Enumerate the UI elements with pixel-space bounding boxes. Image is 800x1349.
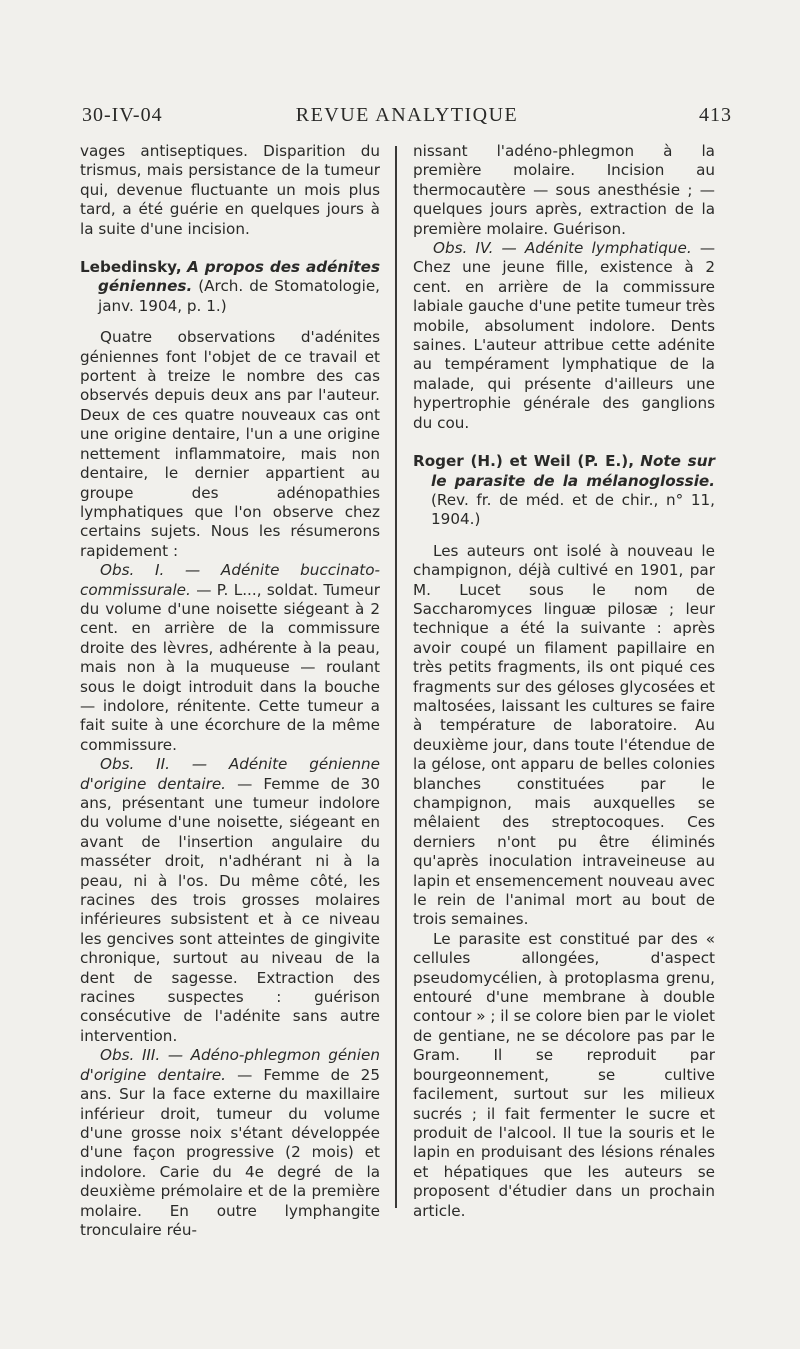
observation-2-text: — Femme de 30 ans, présentant une tumeur indolore du volume d'une noisette, siégeant en avant de l'insertion angulaire du masséter droit, n'adhérant ni à la peau, ni à l'os. Du même côté, les racines des trois grosses molaires inférieures subsistent et à ce niveau les gencives sont atteintes de gingivite chronique, surtout au niveau de la dent de sagesse. Extraction des racines suspectes : guérison consécutive de l'adénite sans autre intervention. bbox=[80, 774, 380, 1045]
header-date: 30-IV-04 bbox=[82, 104, 163, 126]
entry-source-2: (Rev. fr. de méd. et de chir., n° 11, 1904.) bbox=[431, 490, 715, 529]
observation-1-text: — P. L..., soldat. Tumeur du volume d'une noisette siégeant à 2 cent. en arrière de la commissure droite des lèvres, adhérente à la peau, mais non à la muqueuse — roulant sous le doigt introduit dans la bouche — indolore, rénitente. Cette tumeur a fait suite à une écorchure de la même commissure. bbox=[80, 580, 381, 754]
entry-heading-lebedinsky bbox=[80, 258, 380, 316]
observation-3-label: Obs. III. — Adéno-phlegmon génien d'origine dentaire. bbox=[80, 1046, 380, 1084]
observation-3-text: — Femme de 25 ans. Sur la face externe du maxillaire inférieur droit, tumeur du volume d'une grosse noix s'étant développée d'une façon progressive (2 mois) et indolore. Carie du 4e degré de la deuxième prémolaire et de la première molaire. En outre lymphangite tronculaire réu- bbox=[80, 1065, 380, 1239]
entry-2-paragraph-2: Le parasite est constitué par des « cellules allongées, d'aspect pseudomycélien, à protoplasma grenu, entouré d'une membrane à double contour » ; il se colore bien par le violet de gentiane, ne se décolore pas par le Gram. Il se reproduit par bourgeonnement, se cultive facilement, surtout sur les milieux sucrés ; il fait fermenter le sucre et produit de l'alcool. Il tue la souris et le lapin en produisant des lésions rénales et hépatiques que les auteurs se proposent d'étudier dans un prochain article. bbox=[413, 929, 715, 1220]
continuation-paragraph-right: nissant l'adéno-phlegmon à la première molaire. Incision au thermocautère — sous anesthésie ; — quelques jours après, extraction de la première molaire. Guérison. bbox=[413, 142, 715, 238]
left-column bbox=[80, 142, 380, 1240]
right-column bbox=[413, 142, 715, 1221]
entry-authors: Roger (H.) et Weil (P. E.), bbox=[413, 452, 635, 471]
entry-2-paragraph-1: Les auteurs ont isolé à nouveau le champignon, déjà cultivé en 1901, par M. Lucet sous le nom de Saccharomyces linguæ pilosæ ; leur technique a été la suivante : après avoir coupé un filament papillaire en très petits fragments, ils ont piqué ces fragments sur des géloses glycosées et maltosées, laissant les cultures se faire à température de laboratoire. Au deuxième jour, dans toute l'étendue de la gélose, ont apparu de belles colonies blanches constituées par le champignon, mais auxquelles se mêlaient des streptocoques. Ces derniers n'ont pu être éliminés qu'après inoculation intraveineuse au lapin et ensemencement nouveau avec le rein de l'animal mort au bout de trois semaines. bbox=[413, 541, 715, 929]
observation-4 bbox=[413, 239, 715, 433]
observation-3 bbox=[80, 1046, 380, 1240]
observation-1-label: Obs. I. — Adénite buccinato-commissurale. bbox=[80, 561, 380, 599]
entry-title: A propos des adénites géniennes. bbox=[98, 258, 380, 296]
entry-intro-paragraph: Quatre observations d'adénites géniennes font l'objet de ce travail et portent à treize le nombre des cas observés depuis deux ans par l'auteur. Deux de ces quatre nouveaux cas ont une origine dentaire, l'un a une origine nettement inflammatoire, mais non dentaire, le dernier appartient au groupe des adénopathies lymphatiques que l'on observe chez certains sujets. Nous les résumerons rapidement : bbox=[80, 328, 380, 560]
observation-4-label: Obs. IV. — Adénite lymphatique. bbox=[433, 239, 692, 258]
entry-title-2: Note sur le parasite de la mélanoglossie. bbox=[431, 452, 715, 490]
observation-1 bbox=[80, 561, 380, 755]
continuation-paragraph: vages antiseptiques. Disparition du trismus, mais persistance de la tumeur qui, devenue fluctuante un mois plus tard, a été guérie en quelques jours à la suite d'une incision. bbox=[80, 142, 380, 238]
column-divider bbox=[395, 146, 397, 1208]
header-page-number: 413 bbox=[699, 104, 732, 126]
entry-author: Lebedinsky, bbox=[80, 258, 182, 277]
running-header bbox=[82, 104, 732, 134]
header-journal-title: REVUE ANALYTIQUE bbox=[295, 104, 519, 126]
observation-2 bbox=[80, 755, 380, 1046]
observation-4-text: — Chez une jeune fille, existence à 2 cent. en arrière de la commissure labiale gauche d'une petite tumeur très mobile, absolument indolore. Dents saines. L'auteur attribue cette adénite au tempérament lymphatique de la malade, qui présente d'ailleurs une hypertrophie générale des ganglions du cou. bbox=[413, 239, 715, 432]
entry-heading-roger-weil bbox=[413, 452, 715, 530]
observation-2-label: Obs. II. — Adénite génienne d'origine dentaire. bbox=[80, 755, 380, 793]
entry-source: (Arch. de Stomatologie, janv. 1904, p. 1.) bbox=[98, 277, 381, 315]
